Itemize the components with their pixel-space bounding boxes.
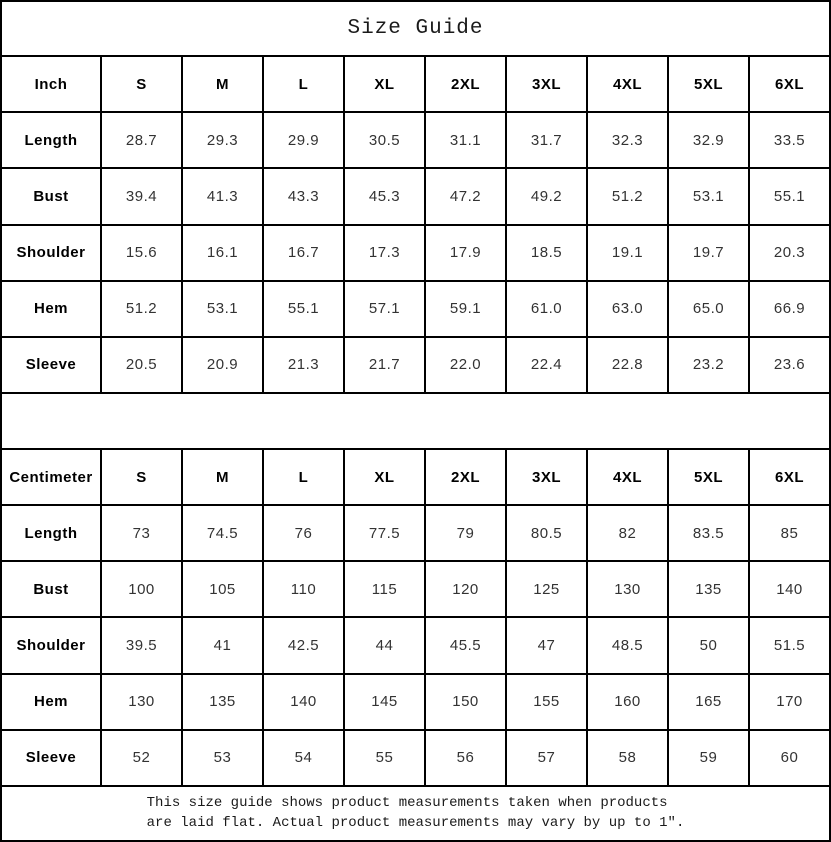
measurement-value-cell: 45.3	[344, 168, 425, 224]
measurement-value-cell: 82	[587, 505, 668, 561]
measurement-value-cell: 76	[263, 505, 344, 561]
measurement-value-cell: 20.9	[182, 337, 263, 393]
measurement-value-cell: 19.1	[587, 225, 668, 281]
measurement-row	[1, 505, 830, 561]
measurement-label-cell: Length	[1, 112, 101, 168]
size-header-cell: XL	[344, 56, 425, 112]
measurement-label-cell: Sleeve	[1, 337, 101, 393]
measurement-value-cell: 57.1	[344, 281, 425, 337]
measurement-value-cell: 41.3	[182, 168, 263, 224]
measurement-value-cell: 50	[668, 617, 749, 673]
centimeter-table-body	[1, 449, 830, 786]
measurement-value-cell: 60	[749, 730, 830, 786]
measurement-value-cell: 57	[506, 730, 587, 786]
size-header-row	[1, 56, 830, 112]
measurement-value-cell: 110	[263, 561, 344, 617]
measurement-value-cell: 22.8	[587, 337, 668, 393]
size-header-cell: L	[263, 449, 344, 505]
measurement-value-cell: 58	[587, 730, 668, 786]
footer-note-line-1: This size guide shows product measurements taken when products	[146, 795, 668, 812]
title-section	[1, 1, 830, 56]
measurement-value-cell: 135	[182, 674, 263, 730]
measurement-value-cell: 140	[749, 561, 830, 617]
measurement-value-cell: 32.3	[587, 112, 668, 168]
footer-note-line-2: are laid flat. Actual product measurements may vary by up to 1″.	[146, 815, 685, 832]
measurement-row	[1, 674, 830, 730]
size-header-cell: 4XL	[587, 56, 668, 112]
measurement-value-cell: 17.9	[425, 225, 506, 281]
measurement-value-cell: 18.5	[506, 225, 587, 281]
measurement-value-cell: 56	[425, 730, 506, 786]
size-header-cell: 3XL	[506, 449, 587, 505]
spacer-cell	[1, 393, 830, 449]
measurement-value-cell: 44	[344, 617, 425, 673]
measurement-value-cell: 45.5	[425, 617, 506, 673]
measurement-value-cell: 47.2	[425, 168, 506, 224]
measurement-value-cell: 135	[668, 561, 749, 617]
measurement-value-cell: 33.5	[749, 112, 830, 168]
measurement-value-cell: 16.7	[263, 225, 344, 281]
unit-label-cell: Inch	[1, 56, 101, 112]
measurement-value-cell: 32.9	[668, 112, 749, 168]
measurement-label-cell: Shoulder	[1, 225, 101, 281]
measurement-value-cell: 17.3	[344, 225, 425, 281]
footer-row	[1, 786, 830, 841]
measurement-value-cell: 31.7	[506, 112, 587, 168]
measurement-value-cell: 22.4	[506, 337, 587, 393]
measurement-value-cell: 66.9	[749, 281, 830, 337]
measurement-value-cell: 53	[182, 730, 263, 786]
measurement-label-cell: Sleeve	[1, 730, 101, 786]
measurement-value-cell: 51.2	[587, 168, 668, 224]
measurement-value-cell: 21.7	[344, 337, 425, 393]
measurement-value-cell: 16.1	[182, 225, 263, 281]
measurement-value-cell: 52	[101, 730, 182, 786]
measurement-value-cell: 125	[506, 561, 587, 617]
measurement-value-cell: 47	[506, 617, 587, 673]
spacer-section	[1, 393, 830, 449]
size-header-cell: 3XL	[506, 56, 587, 112]
measurement-value-cell: 80.5	[506, 505, 587, 561]
measurement-value-cell: 31.1	[425, 112, 506, 168]
measurement-value-cell: 20.5	[101, 337, 182, 393]
measurement-value-cell: 65.0	[668, 281, 749, 337]
measurement-value-cell: 130	[101, 674, 182, 730]
size-header-cell: 5XL	[668, 449, 749, 505]
measurement-value-cell: 39.4	[101, 168, 182, 224]
measurement-row	[1, 112, 830, 168]
measurement-value-cell: 39.5	[101, 617, 182, 673]
measurement-value-cell: 61.0	[506, 281, 587, 337]
spacer-row	[1, 393, 830, 449]
measurement-value-cell: 22.0	[425, 337, 506, 393]
size-header-cell: 6XL	[749, 449, 830, 505]
measurement-label-cell: Hem	[1, 674, 101, 730]
measurement-label-cell: Shoulder	[1, 617, 101, 673]
measurement-row	[1, 168, 830, 224]
measurement-value-cell: 29.3	[182, 112, 263, 168]
measurement-label-cell: Length	[1, 505, 101, 561]
measurement-row	[1, 561, 830, 617]
measurement-value-cell: 150	[425, 674, 506, 730]
size-header-cell: 6XL	[749, 56, 830, 112]
measurement-value-cell: 19.7	[668, 225, 749, 281]
measurement-value-cell: 51.5	[749, 617, 830, 673]
measurement-value-cell: 54	[263, 730, 344, 786]
measurement-value-cell: 165	[668, 674, 749, 730]
size-header-cell: L	[263, 56, 344, 112]
measurement-value-cell: 79	[425, 505, 506, 561]
measurement-value-cell: 53.1	[182, 281, 263, 337]
measurement-value-cell: 74.5	[182, 505, 263, 561]
measurement-value-cell: 28.7	[101, 112, 182, 168]
unit-label-cell: Centimeter	[1, 449, 101, 505]
size-header-row	[1, 449, 830, 505]
size-header-cell: M	[182, 56, 263, 112]
measurement-value-cell: 120	[425, 561, 506, 617]
size-header-cell: 2XL	[425, 56, 506, 112]
measurement-value-cell: 145	[344, 674, 425, 730]
measurement-value-cell: 55.1	[749, 168, 830, 224]
measurement-value-cell: 42.5	[263, 617, 344, 673]
measurement-value-cell: 29.9	[263, 112, 344, 168]
measurement-value-cell: 15.6	[101, 225, 182, 281]
measurement-value-cell: 23.2	[668, 337, 749, 393]
size-header-cell: XL	[344, 449, 425, 505]
measurement-value-cell: 83.5	[668, 505, 749, 561]
measurement-value-cell: 41	[182, 617, 263, 673]
measurement-value-cell: 85	[749, 505, 830, 561]
page-title: Size Guide	[1, 1, 830, 56]
footer-note	[147, 793, 685, 833]
size-header-cell: 2XL	[425, 449, 506, 505]
measurement-value-cell: 170	[749, 674, 830, 730]
measurement-row	[1, 337, 830, 393]
measurement-row	[1, 225, 830, 281]
measurement-label-cell: Bust	[1, 561, 101, 617]
measurement-label-cell: Bust	[1, 168, 101, 224]
measurement-value-cell: 140	[263, 674, 344, 730]
measurement-value-cell: 59.1	[425, 281, 506, 337]
footer-note-cell	[1, 786, 830, 841]
measurement-value-cell: 115	[344, 561, 425, 617]
footer-section	[1, 786, 830, 841]
measurement-value-cell: 55	[344, 730, 425, 786]
size-header-cell: 5XL	[668, 56, 749, 112]
measurement-value-cell: 51.2	[101, 281, 182, 337]
measurement-value-cell: 30.5	[344, 112, 425, 168]
title-row	[1, 1, 830, 56]
measurement-value-cell: 63.0	[587, 281, 668, 337]
measurement-value-cell: 100	[101, 561, 182, 617]
measurement-value-cell: 55.1	[263, 281, 344, 337]
inch-table-body	[1, 56, 830, 393]
measurement-value-cell: 53.1	[668, 168, 749, 224]
measurement-value-cell: 59	[668, 730, 749, 786]
measurement-value-cell: 48.5	[587, 617, 668, 673]
measurement-value-cell: 21.3	[263, 337, 344, 393]
measurement-value-cell: 155	[506, 674, 587, 730]
measurement-row	[1, 730, 830, 786]
measurement-value-cell: 160	[587, 674, 668, 730]
measurement-label-cell: Hem	[1, 281, 101, 337]
measurement-value-cell: 130	[587, 561, 668, 617]
measurement-value-cell: 105	[182, 561, 263, 617]
measurement-value-cell: 77.5	[344, 505, 425, 561]
size-header-cell: S	[101, 56, 182, 112]
measurement-value-cell: 73	[101, 505, 182, 561]
measurement-value-cell: 23.6	[749, 337, 830, 393]
measurement-value-cell: 49.2	[506, 168, 587, 224]
size-header-cell: M	[182, 449, 263, 505]
measurement-row	[1, 281, 830, 337]
measurement-row	[1, 617, 830, 673]
measurement-value-cell: 20.3	[749, 225, 830, 281]
measurement-value-cell: 43.3	[263, 168, 344, 224]
size-header-cell: 4XL	[587, 449, 668, 505]
size-header-cell: S	[101, 449, 182, 505]
